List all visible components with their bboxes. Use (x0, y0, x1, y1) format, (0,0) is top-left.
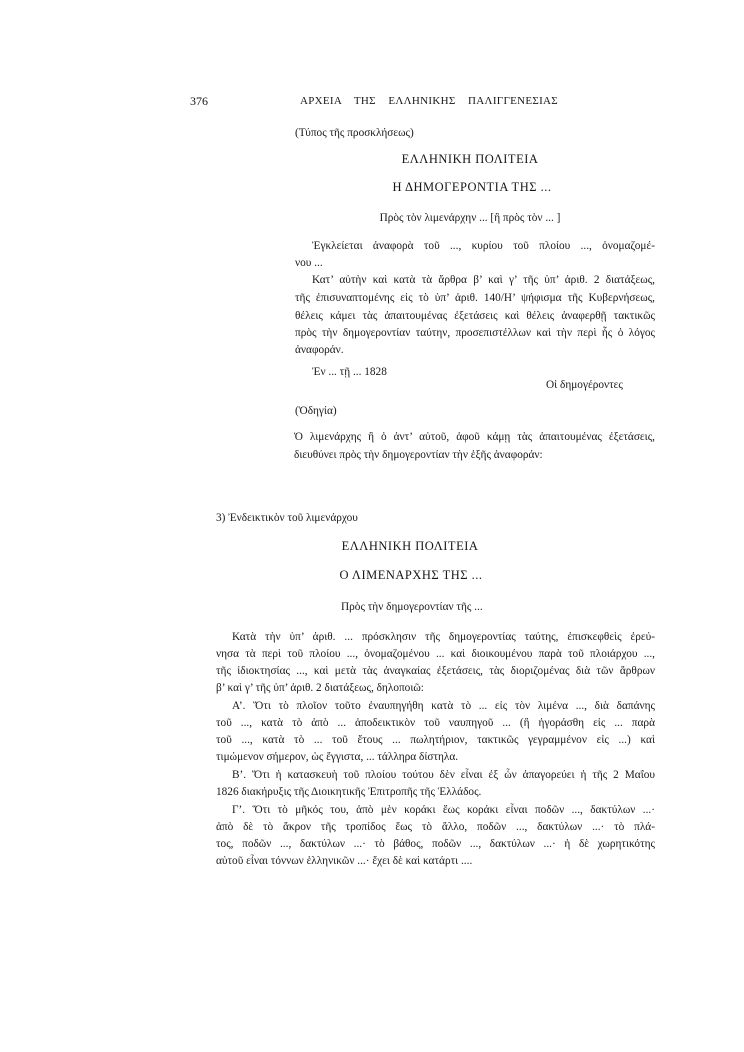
clause-a-line: τοῦ ..., κατὰ τὸ ἀπὸ ... ἀποδεικτικὸν τοῦ ναυπηγοῦ ... (ἢ ἠγοράσθη εἰς ... παρὰ (216, 717, 655, 729)
invitation-paragraph-1-line: Ἐγκλείεται ἀναφορὰ τοῦ ..., κυρίου τοῦ πλοίου ..., ὀνομαζομέ- (312, 240, 655, 252)
clause-c-line: τος, ποδῶν ..., δακτύλων ...· τὸ βάθος, ποδῶν ..., δακτύλων ...· ἡ δὲ χωρητικότης (216, 838, 655, 850)
invitation-signatories: Οἱ δημογέροντες (546, 379, 623, 391)
certificate-intro-line: β’ καὶ γ’ τῆς ὑπ’ ἀριθ. 2 διατάξεως, δηλοποιῶ: (216, 682, 424, 694)
certificate-intro-line: Κατὰ τὴν ὑπ’ ἀριθ. ... πρόσκλησιν τῆς δημογεροντίας ταύτης, ἐπισκεφθεὶς ἐρεύ- (232, 631, 655, 643)
invitation-paragraph-2-line: θέλεις κάμει τὰς ἀπαιτουμένας ἐξετάσεις καὶ θέλεις ἀναφερθῇ τακτικῶς (295, 310, 655, 322)
clause-b-line: Β’. Ὅτι ἡ κατασκευὴ τοῦ πλοίου τούτου δὲν εἶναι ἐξ ὧν ἀπαγορεύει ἡ τῆς 2 Μαΐου (232, 769, 655, 781)
invitation-paragraph-2-line: πρὸς τὴν δημογεροντίαν ταύτην, προσεπιστέλλων καὶ τὴν περὶ ἧς ὁ λόγος (295, 327, 655, 339)
invitation-paragraph-2-line: Κατ’ αὐτὴν καὶ κατὰ τὰ ἄρθρα β’ καὶ γ’ τῆς ὑπ’ ἀριθ. 2 διατάξεως, (312, 274, 655, 286)
clause-a-line: τοῦ ..., κατὰ τὸ ... τοῦ ἔτους ... πωλητήριον, τακτικῶς γεγραμμένον εἰς ...) καὶ (216, 734, 655, 746)
instruction-line: διευθύνει πρὸς τὴν δημογεροντίαν τὴν ἑξῆς ἀναφοράν: (294, 449, 543, 461)
invitation-state-heading: ΕΛΛΗΝΙΚΗ ΠΟΛΙΤΕΙΑ (401, 152, 539, 166)
clause-c-line: Γ’. Ὅτι τὸ μῆκός του, ἀπὸ μὲν κοράκι ἕως κοράκι εἶναι ποδῶν ..., δακτύλων ...· (232, 804, 655, 816)
running-title: ΑΡΧΕΙΑ ΤΗΣ ΕΛΛΗΝΙΚΗΣ ΠΑΛΙΓΓΕΝΕΣΙΑΣ (300, 95, 558, 107)
invitation-addressee: Πρὸς τὸν λιμενάρχην ... [ἢ πρὸς τὸν ... ] (379, 212, 561, 224)
invitation-form-caption: (Τύπος τῆς προσκλήσεως) (295, 127, 414, 139)
instruction-line: Ὁ λιμενάρχης ἢ ὁ ἀντ’ αὐτοῦ, ἀφοῦ κάμῃ τὰς ἀπαιτουμένας ἐξετάσεις, (294, 431, 655, 443)
certificate-issuer-heading: Ο ΛΙΜΕΝΑΡΧΗΣ ΤΗΣ ... (339, 568, 483, 582)
invitation-issuer-heading: Η ΔΗΜΟΓΕΡΟΝΤΙΑ ΤΗΣ ... (392, 180, 552, 194)
certificate-state-heading: ΕΛΛΗΝΙΚΗ ΠΟΛΙΤΕΙΑ (341, 539, 479, 553)
invitation-paragraph-1-line: νου ... (295, 257, 323, 269)
clause-c-line: ἀπὸ δὲ τὸ ἄκρον τῆς τροπίδος ἕως τὸ ἄλλο, ποδῶν ..., δακτύλων ...· τὸ πλά- (216, 821, 655, 833)
page-number: 376 (190, 94, 208, 108)
certificate-caption: 3) Ἐνδεικτικὸν τοῦ λιμενάρχου (216, 512, 358, 524)
invitation-date-line: Ἐν ... τῇ ... 1828 (312, 366, 387, 378)
clause-a-line: τιμώμενον σήμερον, ὡς ἔγγιστα, ... τάλληρα δίστηλα. (216, 751, 459, 763)
certificate-addressee: Πρὸς τὴν δημογεροντίαν τῆς ... (341, 601, 483, 613)
invitation-paragraph-2-line: τῆς ἐπισυναπτομένης εἰς τὸ ὑπ’ ἀριθ. 140/Η’ ψήφισμα τῆς Κυβερνήσεως, (295, 292, 655, 304)
clause-c-line: αὐτοῦ εἶναι τόννων ἑλληνικῶν ...· ἔχει δὲ καὶ κατάρτι .... (216, 855, 473, 867)
instruction-caption: (Ὁδηγία) (295, 405, 337, 417)
clause-b-line: 1826 διακήρυξις τῆς Διοικητικῆς Ἐπιτροπῆς τῆς Ἑλλάδος. (216, 786, 482, 798)
certificate-intro-line: νησα τὰ περὶ τοῦ πλοίου ..., ὀνομαζομένου ... καὶ διοικουμένου παρὰ τοῦ πλοιάρχου ..., (216, 648, 655, 660)
invitation-paragraph-2-line: ἀναφοράν. (295, 344, 344, 356)
certificate-intro-line: τῆς ἰδιοκτησίας ..., καὶ μετὰ τὰς ἀναγκαίας ἐξετάσεις, τὰς διοριζομένας διὰ τῶν ἄρθρων (216, 665, 655, 677)
clause-a-line: Α’. Ὅτι τὸ πλοῖον τοῦτο ἐναυπηγήθη κατὰ τὸ ... εἰς τὸν λιμένα ..., διὰ δαπάνης (232, 700, 655, 712)
